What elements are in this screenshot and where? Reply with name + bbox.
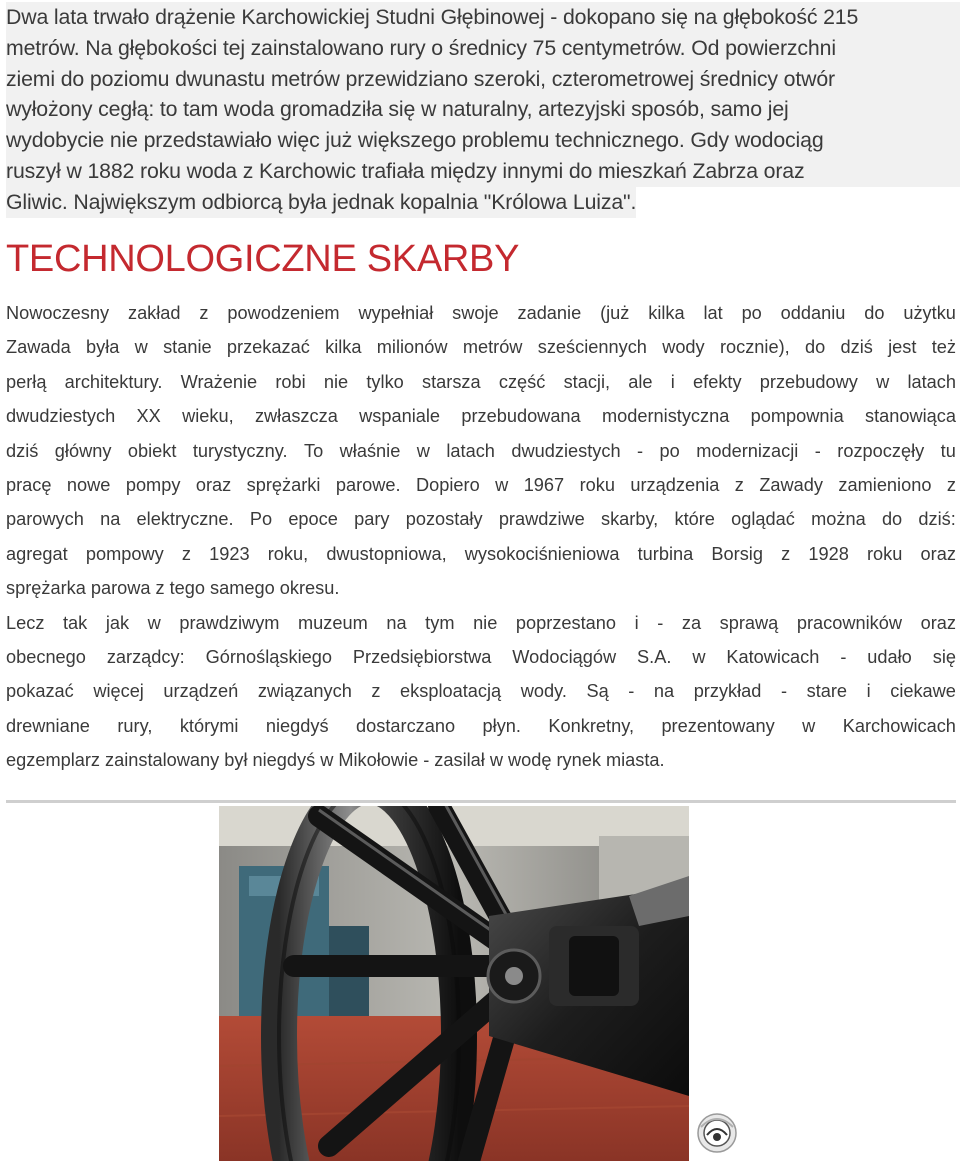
body-line: Lecz tak jak w prawdziwym muzeum na tym nie poprzestano i - za sprawą pracowników oraz [6, 612, 956, 633]
section-body [6, 296, 956, 777]
body-line: Zawada była w stanie przekazać kilka milionów metrów sześciennych wody rocznie), do dziś jest też [6, 337, 956, 358]
body-line: obecnego zarządcy: Górnośląskiego Przedsiębiorstwa Wodociągów S.A. w Katowicach - udało się [6, 646, 956, 667]
badge-logo-icon [697, 1113, 737, 1153]
body-line: Nowoczesny zakład z powodzeniem wypełniał swoje zadanie (już kilka lat po oddaniu do użytku [6, 303, 956, 323]
intro-line-text: wydobycie nie przedstawiało więc już większego problemu technicznego. Gdy wodociąg [6, 125, 824, 156]
intro-line-text: wyłożony cegłą: to tam woda gromadziła się w naturalny, artezyjski sposób, samo jej [6, 94, 789, 125]
body-line: drewniane rury, którymi niegdyś dostarczano płyn. Konkretny, prezentowany w Karchowicach [6, 715, 956, 736]
intro-line [6, 2, 960, 33]
intro-line-text: ruszył w 1882 roku woda z Karchowic trafiała między innymi do mieszkań Zabrza oraz [6, 156, 805, 187]
intro-paragraph [6, 2, 960, 218]
intro-line [6, 125, 960, 156]
section-title: TECHNOLOGICZNE SKARBY [6, 238, 520, 280]
intro-line [6, 187, 960, 218]
body-line: pracę nowe pompy oraz sprężarki parowe. Dopiero w 1967 roku urządzenia z Zawady zamieniono z [6, 474, 956, 495]
intro-line-text: ziemi do poziomu dwunastu metrów przewidziano szeroki, czterometrowej średnicy otwór [6, 64, 835, 95]
body-line: pokazać więcej urządzeń związanych z eksploatacją wody. Są - na przykład - stare i ciekawe [6, 681, 956, 702]
flywheel-photo-icon [219, 806, 689, 1161]
body-line: parowych na elektryczne. Po epoce pary pozostały prawdziwe skarby, które oglądać można do dziś: [6, 509, 956, 530]
divider [6, 800, 956, 803]
intro-line-text: metrów. Na głębokości tej zainstalowano rury o średnicy 75 centymetrów. Od powierzchni [6, 33, 836, 64]
body-line: dziś główny obiekt turystyczny. To właśnie w latach dwudziestych - po modernizacji - rozpoczęły tu [6, 440, 956, 461]
intro-line-text: Gliwic. Największym odbiorcą była jednak kopalnia "Królowa Luiza". [6, 187, 636, 218]
body-line: egzemplarz zainstalowany był niegdyś w Mikołowie - zasilał w wodę rynek miasta. [6, 750, 665, 771]
intro-line [6, 33, 960, 64]
intro-line [6, 156, 960, 187]
intro-line [6, 64, 960, 95]
body-line: dwudziestych XX wieku, zwłaszcza wspaniale przebudowana modernistyczna pompownia stanowiąca [6, 406, 956, 427]
body-line: perłą architektury. Wrażenie robi nie tylko starsza część stacji, ale i efekty przebudowy w latach [6, 371, 956, 392]
intro-line-text: Dwa lata trwało drążenie Karchowickiej Studni Głębinowej - dokopano się na głębokość 215 [6, 2, 858, 33]
body-line: sprężarka parowa z tego samego okresu. [6, 578, 340, 599]
intro-line [6, 94, 960, 125]
body-line: agregat pompowy z 1923 roku, dwustopniowa, wysokociśnieniowa turbina Borsig z 1928 roku oraz [6, 543, 956, 564]
